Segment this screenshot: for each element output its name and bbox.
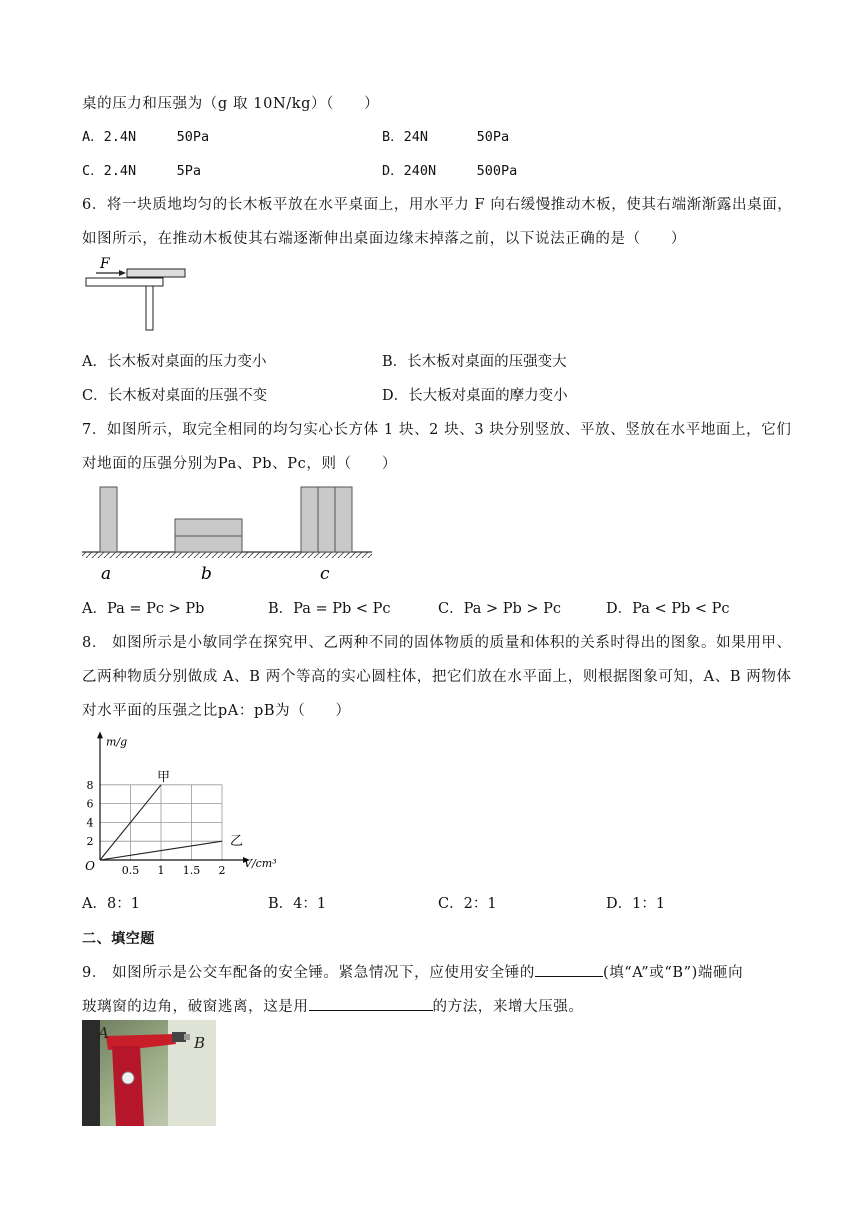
q9-line2-b: 的方法，来增大压强。 <box>432 999 584 1015</box>
x-tick-label: 2 <box>218 864 226 877</box>
y-tick-label: 2 <box>86 835 94 849</box>
q9-line1 <box>82 961 743 982</box>
q9-line2-a: 玻璃窗的边角，破窗逃离，这是用 <box>82 999 309 1015</box>
block-b <box>175 519 242 552</box>
q8-stem-line2: 乙两种物质分别做成 A、B 两个等高的实心圆柱体，把它们放在水平面上，则根据图象可知，A、B 两物体 <box>82 669 792 685</box>
q7-stem-vars: Pa、Pb、Pc <box>217 456 307 472</box>
photo-label-a: A <box>98 1024 109 1042</box>
q8-stem-line1: 8． 如图所示是小敏同学在探究甲、乙两种不同的固体物质的质量和体积的关系时得出的图象。如果用甲、 <box>82 635 792 651</box>
y-tick-label: 6 <box>86 797 94 811</box>
q9-blank-1[interactable] <box>535 962 603 977</box>
q8-option-d: D．1：1 <box>606 896 666 912</box>
q7-stem-line1: 7．如图所示，取完全相同的均匀实心长方体 1 块、2 块、3 块分别竖放、平放、竖放在水平地面上，它们 <box>82 422 792 438</box>
q8-stem-line3: 对水平面的压强之比pA：pB为（ ） <box>82 703 351 719</box>
table-leg <box>146 286 153 330</box>
q6-board-figure <box>82 255 192 335</box>
y-tick-label: 8 <box>86 778 94 792</box>
force-label: F <box>100 256 110 272</box>
y-axis-arrow-icon <box>97 731 103 738</box>
q9-line1-a: 9． 如图所示是公交车配备的安全锤。紧急情况下，应使用安全锤的 <box>82 965 535 981</box>
x-tick-label: 1 <box>157 864 165 877</box>
q5-option-d: D．240N 500Pa <box>382 163 518 179</box>
x-axis-label: V/cm³ <box>244 857 277 870</box>
q7-stem-suffix: ，则（ ） <box>306 456 397 472</box>
q8-option-b: B．4：1 <box>268 896 327 912</box>
q7-option-a: A．Pa = Pc > Pb <box>82 601 205 617</box>
q7-stem-prefix: 对地面的压强分别为 <box>82 456 218 472</box>
y-axis-label: m/g <box>106 735 128 749</box>
q7-option-d: D．Pa < Pb < Pc <box>606 601 730 617</box>
series-label-2: 乙 <box>230 834 244 850</box>
section-title: 二、填空题 <box>82 931 155 947</box>
wooden-board <box>127 269 185 277</box>
q8-option-a: A．8：1 <box>82 896 140 912</box>
block-c <box>301 487 352 552</box>
hammer-handle <box>112 1046 144 1126</box>
q6-stem-line2: 如图所示，在推动木板使其右端逐渐伸出桌面边缘末掉落之前，以下说法正确的是（ ） <box>82 231 686 247</box>
q9-line1-b: (填“A”或“B”)端砸向 <box>602 965 744 981</box>
y-tick-label: 4 <box>86 816 94 830</box>
q6-stem-line1: 6．将一块质地均匀的长木板平放在水平桌面上，用水平力 F 向右缓慢推动木板，使其右端渐渐露出桌面， <box>82 197 793 213</box>
q5-option-c: C．2.4N 5Pa <box>82 163 202 179</box>
q9-blank-2[interactable] <box>309 996 433 1011</box>
q5-option-a: A．2.4N 50Pa <box>82 129 210 145</box>
series-label-1: 甲 <box>157 769 171 785</box>
photo-label-b: B <box>194 1034 206 1052</box>
q5-stem-tail: 桌的压力和压强为（g 取 10N/kg）（ ） <box>82 96 380 112</box>
x-tick-label: 1.5 <box>182 864 201 877</box>
origin-label: O <box>85 859 95 873</box>
mass-volume-chart <box>80 727 290 879</box>
q6-option-b: B．长木板对桌面的压强变大 <box>382 354 567 370</box>
x-tick-label: 0.5 <box>121 864 140 877</box>
q6-option-c: C．长木板对桌面的压强不变 <box>82 388 268 404</box>
q7-option-b: B．Pa = Pb < Pc <box>268 601 391 617</box>
q6-option-a: A．长木板对桌面的压力变小 <box>82 354 267 370</box>
table-top <box>86 278 163 286</box>
q7-blocks-figure <box>82 484 372 584</box>
label-a: a <box>101 564 112 584</box>
label-c: c <box>320 564 330 584</box>
q5-option-b: B．24N 50Pa <box>382 129 510 145</box>
safety-hammer-photo <box>82 1020 216 1126</box>
q7-stem-line2 <box>82 452 397 473</box>
q6-option-d: D．长大板对桌面的摩力变小 <box>382 388 568 404</box>
q8-option-c: C．2：1 <box>438 896 497 912</box>
ground <box>82 552 372 558</box>
label-b: b <box>201 564 212 584</box>
q9-line2 <box>82 995 584 1016</box>
q7-option-c: C．Pa > Pb > Pc <box>438 601 561 617</box>
block-a <box>100 487 117 552</box>
